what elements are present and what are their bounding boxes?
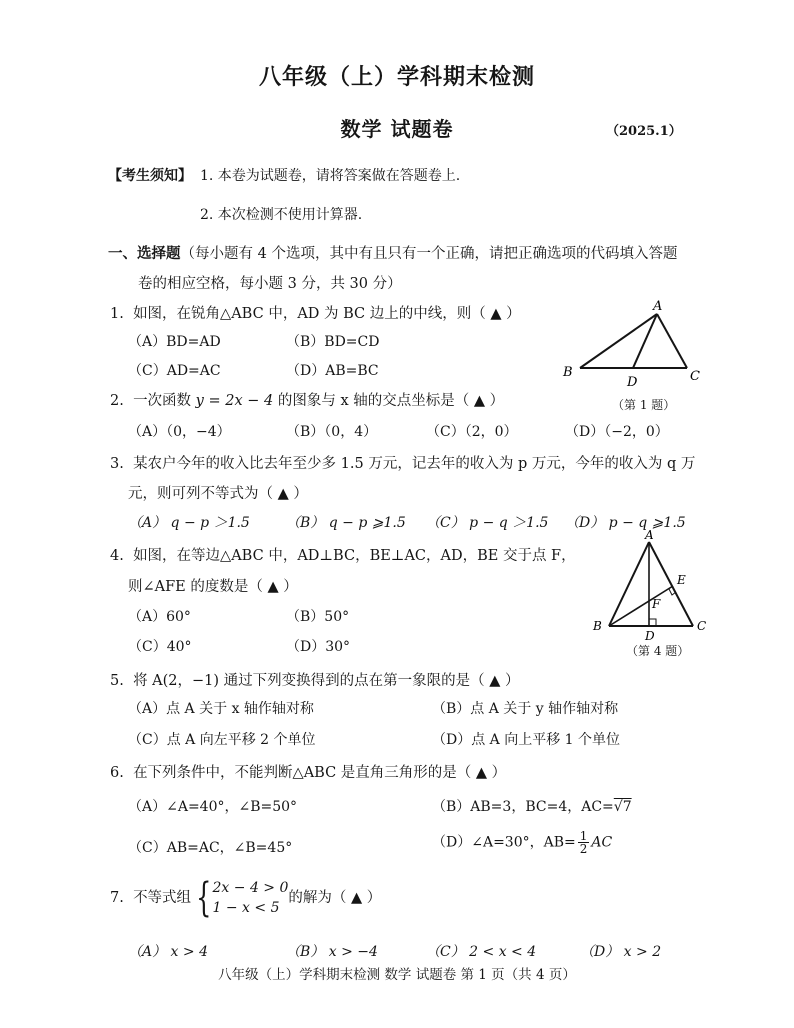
question-2-expr: y = 2x − 4 xyxy=(195,393,274,409)
q3-option-a: （A） q − p ＞1.5 xyxy=(128,515,250,531)
question-7-text-post: 的解为（ ▲ ） xyxy=(288,890,382,906)
q3-option-c: （C） p − q ＞1.5 xyxy=(426,515,549,531)
notice-item-1: 1. 本卷为试题卷，请将答案做在答题卷上. xyxy=(200,168,461,184)
question-3-line-1: 某农户今年的收入比去年至少多 1.5 万元，记去年的收入为 p 万元，今年的收入为 q 万 xyxy=(133,456,696,472)
question-4-line-2: 则∠AFE 的度数是（ ▲ ） xyxy=(128,579,298,595)
exam-subtitle: 数学 试题卷 xyxy=(340,117,454,141)
section-title: 一、选择题 xyxy=(108,245,181,262)
question-3-num: 3. xyxy=(110,456,124,472)
question-2-text-post: 的图象与 x 轴的交点坐标是（ ▲ ） xyxy=(273,393,505,409)
section-heading xyxy=(108,242,677,263)
q4-option-d: （D）30° xyxy=(286,639,351,655)
question-2-num: 2. xyxy=(110,393,124,409)
question-6-text: 在下列条件中，不能判断△ABC 是直角三角形的是（ ▲ ） xyxy=(133,765,507,781)
q7-option-d: （D） x > 2 xyxy=(580,944,662,960)
q7-inequality-1: 2x − 4 > 0 xyxy=(212,880,289,896)
section-desc-2: 卷的相应空格，每小题 3 分，共 30 分） xyxy=(138,276,402,292)
q4-label-a: A xyxy=(645,528,654,542)
question-1-text: 如图，在锐角△ABC 中，AD 为 BC 边上的中线，则（ ▲ ） xyxy=(133,306,521,322)
q4-label-d: D xyxy=(645,629,655,643)
question-1-num: 1. xyxy=(110,306,124,322)
q3-option-d: （D） p − q ⩾1.5 xyxy=(565,515,686,531)
question-4 xyxy=(110,544,576,565)
q1-caption: （第 1 题） xyxy=(612,398,676,412)
q7-brace: { xyxy=(196,875,212,921)
q2-option-b: （B）（0，4） xyxy=(286,424,378,440)
q6-fraction-num: 1 xyxy=(579,829,588,843)
q1-label-b: B xyxy=(563,365,573,380)
q6-option-b xyxy=(432,796,632,816)
question-2-text-pre: 一次函数 xyxy=(133,393,196,409)
q6-fraction-den: 2 xyxy=(579,842,588,856)
q6-fraction-half xyxy=(578,830,590,855)
q2-option-c: （C）（2，0） xyxy=(426,424,518,440)
q6-option-a: （A）∠A=40°，∠B=50° xyxy=(128,799,298,815)
q3-option-b: （B） q − p ⩾1.5 xyxy=(286,515,406,531)
exam-title: 八年级（上）学科期末检测 xyxy=(258,64,535,90)
q4-equilateral-diagram xyxy=(585,528,715,646)
question-7 xyxy=(110,875,382,921)
q4-option-b: （B）50° xyxy=(286,609,350,625)
q4-option-c: （C）40° xyxy=(128,639,192,655)
q1-side-ac xyxy=(657,314,687,368)
question-6-num: 6. xyxy=(110,765,124,781)
q2-option-d: （D）（−2，0） xyxy=(565,424,669,440)
q6-option-d-text: （D）∠A=30°，AB= xyxy=(432,834,576,851)
q1-option-c: （C）AD=AC xyxy=(128,363,221,379)
q2-option-a: （A）（0，−4） xyxy=(128,424,231,440)
question-4-num: 4. xyxy=(110,548,124,564)
section-desc-1: （每小题有 4 个选项，其中有且只有一个正确，请把正确选项的代码填入答题 xyxy=(180,246,678,262)
q7-inequality-system xyxy=(191,875,289,921)
q1-triangle-diagram xyxy=(555,294,725,392)
q6-sqrt-7: √7 xyxy=(613,799,632,815)
question-3-line-2: 元，则可列不等式为（ ▲ ） xyxy=(128,486,308,502)
question-5 xyxy=(110,669,520,690)
q1-label-c: C xyxy=(690,369,700,384)
question-5-text: 将 A(2，−1) 通过下列变换得到的点在第一象限的是（ ▲ ） xyxy=(133,673,520,689)
q4-label-e: E xyxy=(677,573,686,587)
q4-right-angle-d xyxy=(649,619,656,626)
question-7-text-pre: 不等式组 xyxy=(133,890,192,906)
q7-option-c: （C） 2 < x < 4 xyxy=(426,944,537,960)
q5-option-b: （B）点 A 关于 y 轴作轴对称 xyxy=(432,701,619,717)
q6-option-c: （C）AB=AC，∠B=45° xyxy=(128,840,293,856)
notice-item-2: 2. 本次检测不使用计算器. xyxy=(200,207,363,223)
question-2 xyxy=(110,389,504,410)
q7-inequality-2: 1 − x < 5 xyxy=(212,900,280,916)
exam-date: （2025.1） xyxy=(606,124,682,139)
q1-option-b: （B）BD=CD xyxy=(286,334,380,350)
q4-label-c: C xyxy=(697,619,707,633)
q7-option-b: （B） x > −4 xyxy=(286,944,378,960)
question-6 xyxy=(110,761,506,782)
q5-option-d: （D）点 A 向上平移 1 个单位 xyxy=(432,732,621,748)
q6-option-d xyxy=(432,830,612,855)
q4-caption: （第 4 题） xyxy=(626,644,690,658)
question-5-num: 5. xyxy=(110,673,124,689)
question-7-num: 7. xyxy=(110,890,124,906)
q1-option-a: （A）BD=AD xyxy=(128,334,221,350)
page-footer: 八年级（上）学科期末检测 数学 试题卷 第 1 页（共 4 页） xyxy=(218,967,576,983)
q7-option-a: （A） x > 4 xyxy=(128,944,208,960)
question-3 xyxy=(110,452,695,473)
q4-label-f: F xyxy=(652,597,661,611)
q4-side-ac xyxy=(649,542,693,626)
q7-inequalities xyxy=(213,878,289,918)
q5-option-c: （C）点 A 向左平移 2 个单位 xyxy=(128,732,316,748)
q5-option-a: （A）点 A 关于 x 轴作轴对称 xyxy=(128,701,314,717)
q6-option-b-text: （B）AB=3，BC=4，AC= xyxy=(432,799,614,815)
q1-option-d: （D）AB=BC xyxy=(286,363,379,379)
q4-label-b: B xyxy=(593,619,602,633)
q4-option-a: （A）60° xyxy=(128,609,191,625)
q1-label-d: D xyxy=(627,375,638,390)
notice-label: 【考生须知】 xyxy=(108,168,192,184)
q6-option-d-tail: AC xyxy=(591,834,613,851)
q1-label-a: A xyxy=(653,299,663,314)
question-4-line-1: 如图，在等边△ABC 中，AD⊥BC，BE⊥AC，AD，BE 交于点 F， xyxy=(133,548,576,564)
question-1 xyxy=(110,302,521,323)
